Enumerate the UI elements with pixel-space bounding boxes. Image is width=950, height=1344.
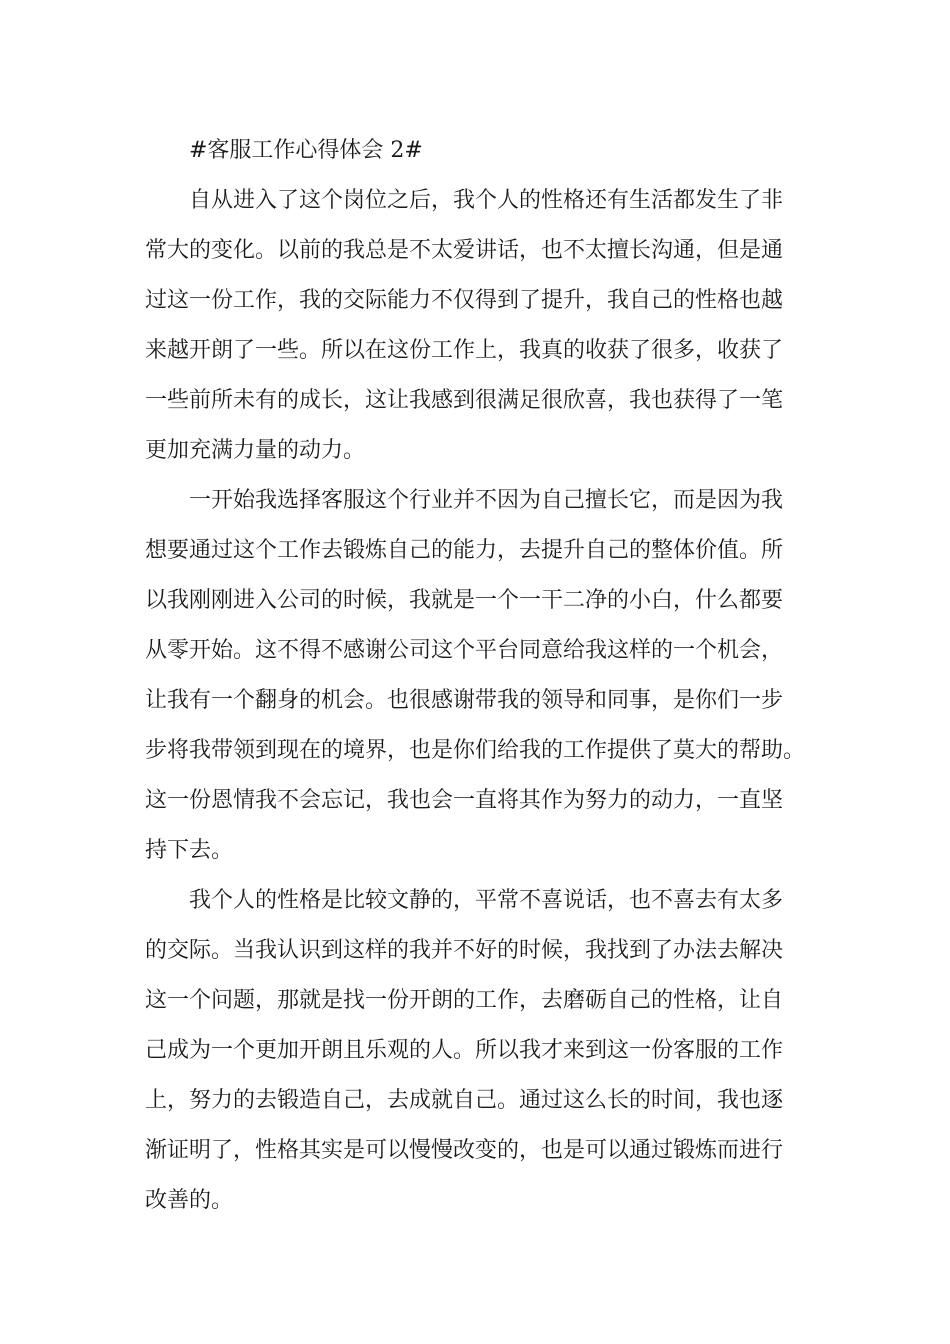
paragraph-line: 自从进入了这个岗位之后，我个人的性格还有生活都发生了非 [189, 188, 784, 213]
paragraph-line: 来越开朗了一些。所以在这份工作上，我真的收获了很多，收获了 [145, 338, 784, 363]
paragraph-2 [145, 476, 815, 876]
paragraph-line: 持下去。 [145, 838, 234, 863]
document-body [145, 126, 815, 1226]
paragraph-line: 的交际。当我认识到这样的我并不好的时候，我找到了办法去解决 [145, 938, 784, 963]
paragraph-line: 这一份恩情我不会忘记，我也会一直将其作为努力的动力，一直坚 [145, 788, 784, 813]
paragraph-line: 渐证明了，性格其实是可以慢慢改变的，也是可以通过锻炼而进行 [145, 1138, 784, 1163]
paragraph-line: 更加充满力量的动力。 [145, 438, 366, 463]
paragraph-line: 这一个问题，那就是找一份开朗的工作，去磨砺自己的性格，让自 [145, 988, 784, 1013]
paragraph-3 [145, 876, 815, 1226]
paragraph-1 [145, 176, 815, 476]
paragraph-line: 一些前所未有的成长，这让我感到很满足很欣喜，我也获得了一笔 [145, 388, 784, 413]
paragraph-line: 让我有一个翻身的机会。也很感谢带我的领导和同事，是你们一步 [145, 688, 784, 713]
paragraph-line: 上，努力的去锻造自己，去成就自己。通过这么长的时间，我也逐 [145, 1088, 784, 1113]
paragraph-line: 想要通过这个工作去锻炼自己的能力，去提升自己的整体价值。所 [145, 538, 784, 563]
paragraph-line: 我个人的性格是比较文静的，平常不喜说话，也不喜去有太多 [189, 888, 784, 913]
paragraph-line: 常大的变化。以前的我总是不太爱讲话，也不太擅长沟通，但是通 [145, 238, 784, 263]
paragraph-line: 己成为一个更加开朗且乐观的人。所以我才来到这一份客服的工作 [145, 1038, 784, 1063]
paragraph-line: 步将我带领到现在的境界，也是你们给我的工作提供了莫大的帮助。 [145, 738, 806, 763]
paragraph-line: 以我刚刚进入公司的时候，我就是一个一干二净的小白，什么都要 [145, 588, 784, 613]
paragraph-line: 从零开始。这不得不感谢公司这个平台同意给我这样的一个机会， [145, 638, 784, 663]
section-heading: #客服工作心得体会 2# [189, 138, 423, 163]
paragraph-line: 过这一份工作，我的交际能力不仅得到了提升，我自己的性格也越 [145, 288, 784, 313]
paragraph-line: 一开始我选择客服这个行业并不因为自己擅长它，而是因为我 [189, 488, 784, 513]
paragraph-line: 改善的。 [145, 1188, 234, 1213]
